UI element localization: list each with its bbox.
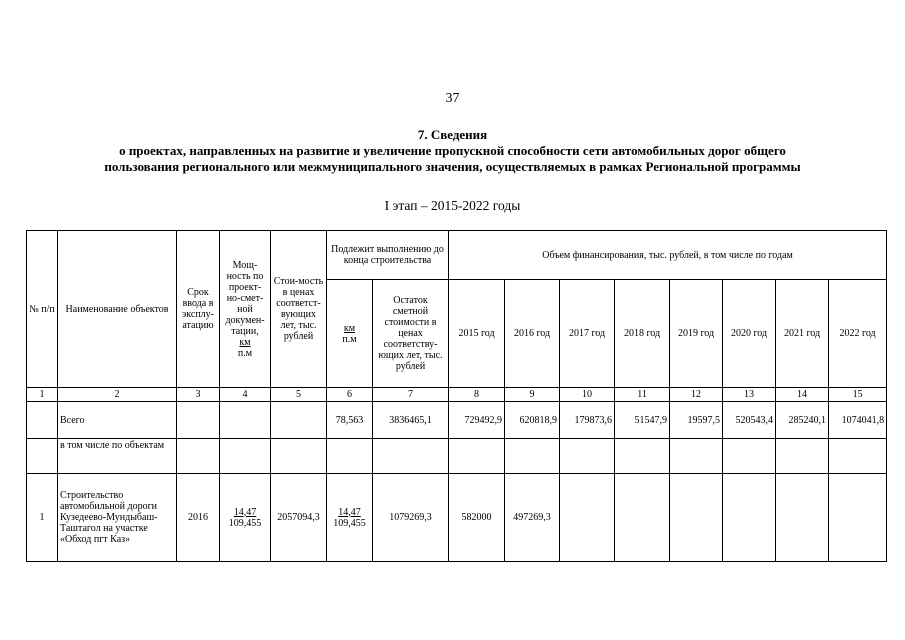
- section-number: 7: [417, 127, 425, 142]
- column-number: 5: [271, 388, 327, 402]
- column-number: 13: [723, 388, 776, 402]
- object-year-2015: 582000: [449, 474, 505, 562]
- object-subject: [327, 474, 373, 562]
- column-number: 4: [220, 388, 271, 402]
- total-year-value: 285240,1: [776, 402, 829, 439]
- total-year-value: 179873,6: [560, 402, 615, 439]
- total-year-value: 729492,9: [449, 402, 505, 439]
- total-year-value: 51547,9: [615, 402, 670, 439]
- column-number: 14: [776, 388, 829, 402]
- header-financing: Объем финансирования, тыс. рублей, в том числе по годам: [449, 231, 887, 280]
- projects-table: [26, 230, 887, 562]
- title-line-3: пользования регионального или межмуниципального значения, осуществляемых в рамках Региональной программы: [104, 159, 801, 174]
- object-term: 2016: [177, 474, 220, 562]
- header-term: Срок ввода в эксплу-атацию: [177, 231, 220, 388]
- column-number: 11: [615, 388, 670, 402]
- objects-subheading-row: [27, 439, 887, 474]
- header-subject-unit: [327, 280, 373, 388]
- header-power-unit-km: км: [239, 336, 251, 348]
- header-year: 2017 год: [560, 280, 615, 388]
- object-power-pm: 109,455: [228, 517, 262, 529]
- object-name: Строительство автомобильной дороги Кузедеево-Мундыбаш-Таштагол на участке «Обход пгт Каз»: [58, 474, 177, 562]
- column-numbers-row: [27, 388, 887, 402]
- object-balance: 1079269,3: [373, 474, 449, 562]
- title-heading: . Сведения: [424, 127, 488, 142]
- total-year-value: 19597,5: [670, 402, 723, 439]
- column-number: 2: [58, 388, 177, 402]
- object-power: [220, 474, 271, 562]
- total-km: 78,563: [327, 402, 373, 439]
- total-year-value: 620818,9: [505, 402, 560, 439]
- header-row: [27, 231, 887, 280]
- header-num: № п/п: [27, 231, 58, 388]
- object-year-2016: 497269,3: [505, 474, 560, 562]
- header-year: 2021 год: [776, 280, 829, 388]
- title-heading-line: [20, 127, 885, 143]
- header-year: 2016 год: [505, 280, 560, 388]
- header-balance: Остаток сметной стоимости в ценах соответству-ющих лет, тыс. рублей: [373, 280, 449, 388]
- column-number: 15: [829, 388, 887, 402]
- stage-caption: I этап – 2015-2022 годы: [384, 198, 521, 213]
- column-number: 12: [670, 388, 723, 402]
- header-year: 2015 год: [449, 280, 505, 388]
- objects-label: в том числе по объектам: [58, 439, 177, 474]
- header-year: 2022 год: [829, 280, 887, 388]
- document-title: [20, 127, 885, 175]
- header-year: 2018 год: [615, 280, 670, 388]
- header-year: 2020 год: [723, 280, 776, 388]
- total-year-value: 1074041,8: [829, 402, 887, 439]
- header-cost: Стои-мость в ценах соответст-вующих лет, тыс. рублей: [271, 231, 327, 388]
- header-subject-unit-km: км: [343, 322, 356, 334]
- total-balance: 3836465,1: [373, 402, 449, 439]
- object-row: [27, 474, 887, 562]
- total-label: Всего: [58, 402, 177, 439]
- object-subject-km: 14,47: [338, 506, 361, 518]
- total-year-value: 520543,4: [723, 402, 776, 439]
- title-line-2: о проектах, направленных на развитие и увеличение пропускной способности сети автомобильных дорог общего: [119, 143, 786, 158]
- column-number: 9: [505, 388, 560, 402]
- column-number: 10: [560, 388, 615, 402]
- object-power-km: 14,47: [233, 506, 257, 518]
- header-subject: Подлежит выполнению до конца строительства: [327, 231, 449, 280]
- header-subject-unit-pm: п.м: [342, 333, 357, 345]
- header-power: [220, 231, 271, 388]
- header-year: 2019 год: [670, 280, 723, 388]
- object-num: 1: [27, 474, 58, 562]
- column-number: 8: [449, 388, 505, 402]
- column-number: 3: [177, 388, 220, 402]
- header-power-unit-pm: п.м: [237, 347, 253, 359]
- header-name: Наименование объектов: [58, 231, 177, 388]
- column-number: 7: [373, 388, 449, 402]
- object-cost: 2057094,3: [271, 474, 327, 562]
- column-number: 1: [27, 388, 58, 402]
- column-number: 6: [327, 388, 373, 402]
- header-power-label: Мощ-ность по проект-но-смет-ной докумен-тации,: [225, 259, 265, 337]
- object-subject-pm: 109,455: [333, 517, 366, 529]
- page-number: 37: [445, 91, 460, 106]
- total-row: [27, 402, 887, 439]
